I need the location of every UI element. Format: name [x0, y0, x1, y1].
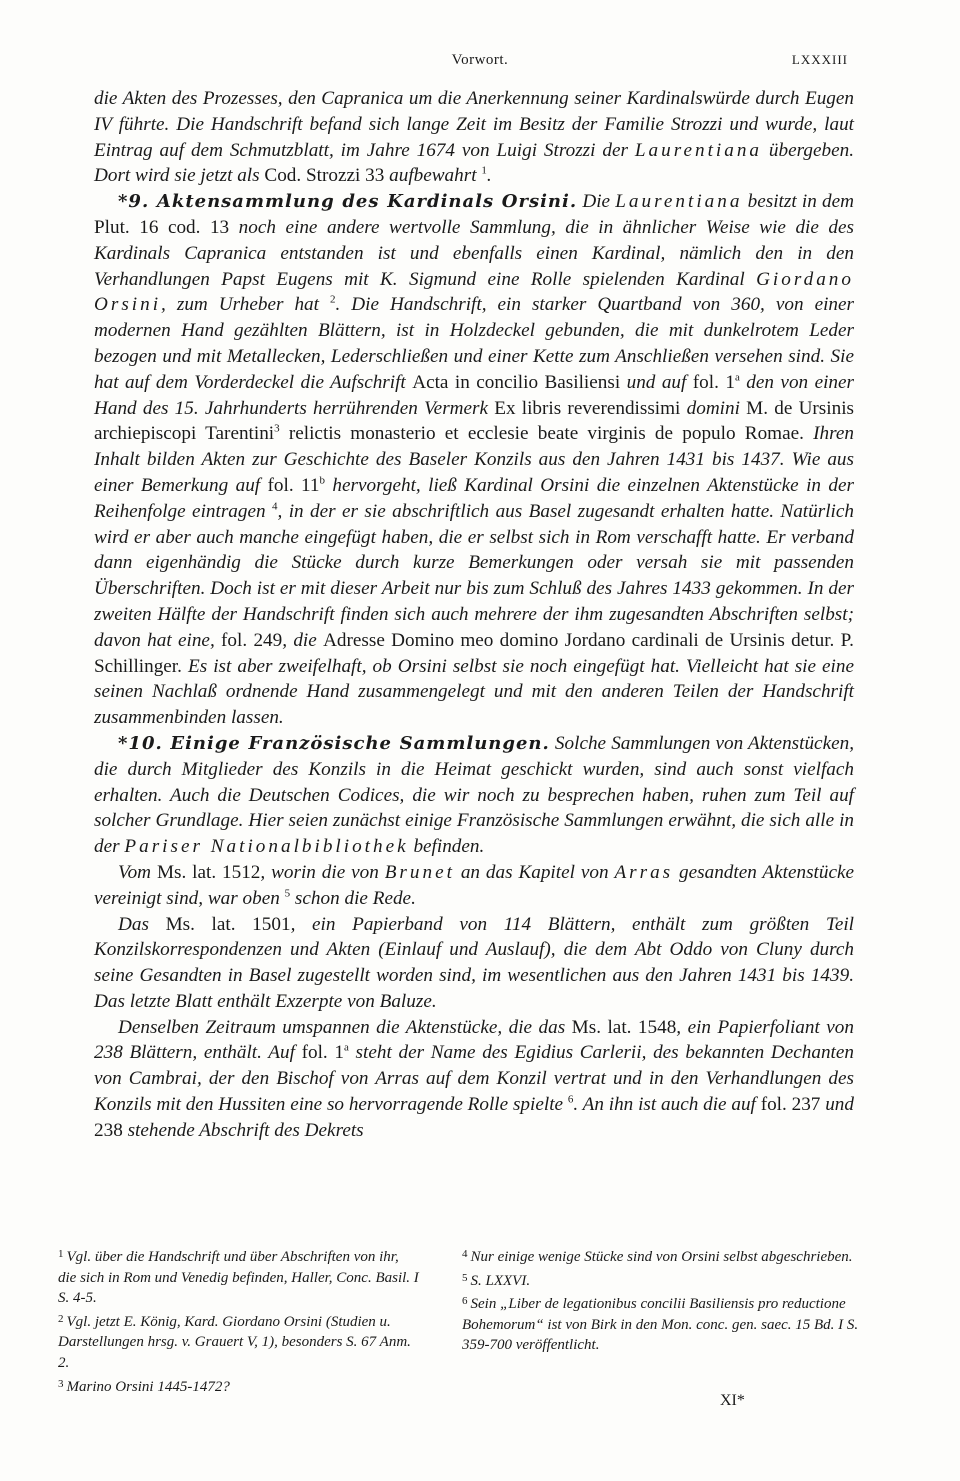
footnote [58, 1244, 420, 1309]
text-run: fol. 249 [221, 629, 283, 651]
text-run: Die [577, 191, 616, 213]
text-run: Pariser Nationalbibliothek [124, 836, 409, 858]
running-title: Vorwort. [451, 52, 509, 68]
text-run: . An ihn ist auch die auf [573, 1094, 761, 1116]
text-run: und auf [620, 371, 693, 393]
paragraph [94, 1015, 854, 1144]
text-run: Brunet [384, 861, 455, 883]
text-run: Ms. lat. 1548 [571, 1016, 677, 1038]
footnote [462, 1244, 864, 1268]
text-run: 238 [94, 1119, 123, 1141]
text-run: Cod. Strozzi 33 [264, 165, 385, 187]
text-run: M. de Ursinis archiepiscopi Tarentini [94, 397, 854, 445]
footnote-ref: 4 [272, 500, 278, 513]
text-run: hervorgeht, ließ Kardinal Orsini die einzelnen Aktenstücke in der Reihenfolge eintragen [94, 474, 854, 522]
text-run: Denselben Zeitraum umspannen die Aktenstücke, die das [118, 1016, 572, 1038]
paragraph [94, 731, 854, 860]
footnote-number: 5 [462, 1271, 468, 1284]
section-heading: *10. Einige Französische Sammlungen. [118, 732, 550, 754]
text-run: Vom [118, 861, 157, 883]
text-run: Laurentiana [634, 139, 763, 161]
footnote-ref: 6 [567, 1093, 574, 1106]
text-run: stehende Abschrift des Dekrets [122, 1119, 364, 1141]
text-run: Giordano Orsini [94, 268, 854, 316]
text-run: fol. 1 [692, 371, 735, 393]
text-run: , zum Urheber hat [161, 294, 330, 316]
footnote-text: Sein „Liber de legationibus concilii Basiliensis pro reductione Bohemorum“ ist von Birk in den Mon. conc. gen. saec. 15 Bd. I S. 359-700 veröffentlicht. [462, 1296, 859, 1354]
text-run: Plut. 16 cod. 13 [94, 216, 230, 238]
footnote-ref: 1 [481, 165, 487, 177]
text-run: , ein Papierfoliant von 238 Blättern, enthält. Auf [94, 1016, 854, 1064]
text-run: . Die Handschrift, ein starker Quartband von 360, von einer modernen Hand gezählten Blättern, ist in Holzdeckel gebunden, die mit dunkelrotem Leder bezogen und mit Metallecken, Lederschließen und einer Kette zum Anschließen versehen sind. Sie hat auf dem Vorderdeckel die Aufschrift [94, 294, 854, 393]
text-run: besitzt in dem [742, 191, 854, 213]
footnote-number: 3 [58, 1377, 64, 1390]
paragraph [94, 912, 854, 1015]
footnotes-left-column [58, 1244, 420, 1397]
text-run: Ms. lat. 1512 [156, 861, 261, 883]
text-run: noch eine andere wertvolle Sammlung, die in ähnlicher Weise wie die des Kardinals Capranica entstanden ist und ebenfalls einen Kardinal, nämlich den in den Verhandlungen Papst Eugens mit K. Sigmund eine Rolle spielenden Kardinal [94, 216, 854, 290]
text-run: relictis monasterio et ecclesie beate virginis de populo Romae. [279, 423, 804, 445]
text-run: , in der er sie abschriftlich aus Basel zugesandt erhalten hatte. Natürlich wird er aber auch manche eingefügt haben, die er selbst sich in Rom verschafft hatte. Er verband dann eigenhändig die Stücke durch kurze Bemerkungen oder versah sie mit passenden Überschriften. Doch ist er mit dieser Arbeit nur bis zum Schluß des Jahres 1433 gekommen. In der zweiten Hälfte der Handschrift finden sich auch mehrere der ihm zugesandten Abschriften selbst; davon hat eine, [94, 500, 854, 651]
footnote-text: S. LXXVI. [470, 1272, 531, 1289]
text-run: den von einer Hand des 15. Jahrhunderts herrührenden Vermerk [94, 371, 854, 419]
text-run: domini [680, 397, 747, 419]
text-run: befinden. [408, 836, 485, 858]
footnotes-right-column [462, 1244, 864, 1356]
text-run: die Akten des Prozesses, den Capranica um die Anerkennung seiner Kardinalswürde durch Eugen IV führte. Die Handschrift befand sich lange Zeit im Besitz der Familie Strozzi und wurde, laut Eintrag auf dem Schmutzblatt, im Jahre 1674 von Luigi Strozzi der [94, 88, 854, 161]
footnote-ref: b [319, 474, 326, 487]
footnote-ref: a [343, 1042, 349, 1055]
page-number: LXXXIII [791, 52, 848, 67]
text-run: an das Kapitel von [454, 861, 615, 883]
footnote [462, 1268, 864, 1292]
text-run: gesandten Aktenstücke vereinigt sind, war oben [94, 861, 855, 909]
text-run: und [820, 1094, 854, 1116]
text-run: Solche Sammlungen von Aktenstücken, die durch Mitglieder des Konzils in die Heimat geschickt wurden, sind auch sonst vielfach erhalten. Auch die Deutschen Codices, die wir noch zu besprechen haben, ruhen zum Teil auf solcher Grundlage. Hier seien zunächst einige Französische Sammlungen erwähnt, die sich alle in der [94, 732, 854, 858]
footnote-number: 2 [58, 1312, 64, 1325]
footnote [58, 1309, 420, 1374]
text-run: Ex libris reverendissimi [494, 397, 681, 419]
text-run: schon die Rede. [290, 887, 416, 909]
paragraph [94, 860, 854, 912]
text-run: aufbewahrt [384, 165, 482, 187]
text-run: übergeben. Dort wird sie jetzt als [94, 139, 855, 187]
footnote-ref: 5 [284, 887, 291, 900]
footnote [462, 1291, 864, 1356]
footnote [58, 1374, 420, 1398]
text-run: steht der Name des Egidius Carlerii, des bekannten Dechanten von Cambrai, der den Bischof von Arras auf dem Konzil vertrat und in den Verhandlungen des Konzils mit den Hussiten eine so hervorragende Rolle spielte [94, 1042, 854, 1116]
footnote-number: 4 [462, 1248, 468, 1260]
text-run: . [486, 165, 492, 187]
text-run: , ein Papierband von 114 Blättern, enthält zum größten Teil Konzilskorrespondenzen und Akten (Einlauf und Auslauf), die dem Abt Oddo von Cluny durch seine Gesandten in Basel zugestellt worden sind, im wesentlichen aus den Jahren 1431 bis 1439. Das letzte Blatt enthält Exzerpte von Baluze. [94, 913, 854, 1012]
text-run: Adresse Domino meo domino Jordano cardinali de Ursinis detur. P. Schillinger. [94, 629, 854, 677]
running-header [0, 52, 960, 76]
paragraph [94, 86, 854, 189]
text-run: Es ist aber zweifelhaft, ob Orsini selbst sie noch eingefügt hat. Vielleicht hat sie eine seinen Nachlaß ordnende Hand zusammengelegt und mit den anderen Teilen der Handschrift zusammenbinden lassen. [94, 655, 854, 729]
footnote-text: Nur einige wenige Stücke sind von Orsini selbst abgeschrieben. [470, 1249, 853, 1265]
footnote-number: 1 [58, 1248, 64, 1260]
text-run: fol. 1 [301, 1042, 344, 1064]
text-run: , die [282, 629, 324, 651]
footnote-text: Vgl. jetzt E. König, Kard. Giordano Orsini (Studien u. Darstellungen hrsg. v. Grauert V, 1), besonders S. 67 Anm. 2. [58, 1313, 411, 1371]
footnote-text: Vgl. über die Handschrift und über Abschriften von ihr, die sich in Rom und Venedig befinden, Haller, Conc. Basil. I S. 4-5. [58, 1249, 419, 1307]
main-text [94, 86, 854, 1144]
footnote-ref: 3 [274, 422, 280, 435]
text-run: fol. 11 [267, 474, 320, 496]
text-run: Laurentiana [615, 191, 743, 213]
text-run: Acta in concilio Basiliensi [412, 371, 621, 393]
text-run: Arras [614, 861, 674, 883]
section-heading: *9. Aktensammlung des Kardinals Orsini. [118, 191, 578, 213]
text-run: Das [118, 913, 166, 935]
footnote-text: Marino Orsini 1445-1472? [66, 1378, 230, 1395]
text-run: , worin die von [260, 861, 385, 883]
footnote-ref: a [734, 371, 740, 384]
text-run: Ms. lat. 1501 [165, 913, 291, 935]
footnote-ref: 2 [330, 293, 336, 306]
text-run: Ihren Inhalt bilden Akten zur Geschichte des Baseler Konzils aus den Jahren 1431 bis 1437. Wie aus einer Bemerkung auf [94, 423, 854, 496]
footnote-number: 6 [462, 1295, 468, 1308]
text-run: fol. 237 [760, 1094, 821, 1116]
signature-mark: XI* [720, 1392, 745, 1409]
paragraph [94, 189, 854, 731]
